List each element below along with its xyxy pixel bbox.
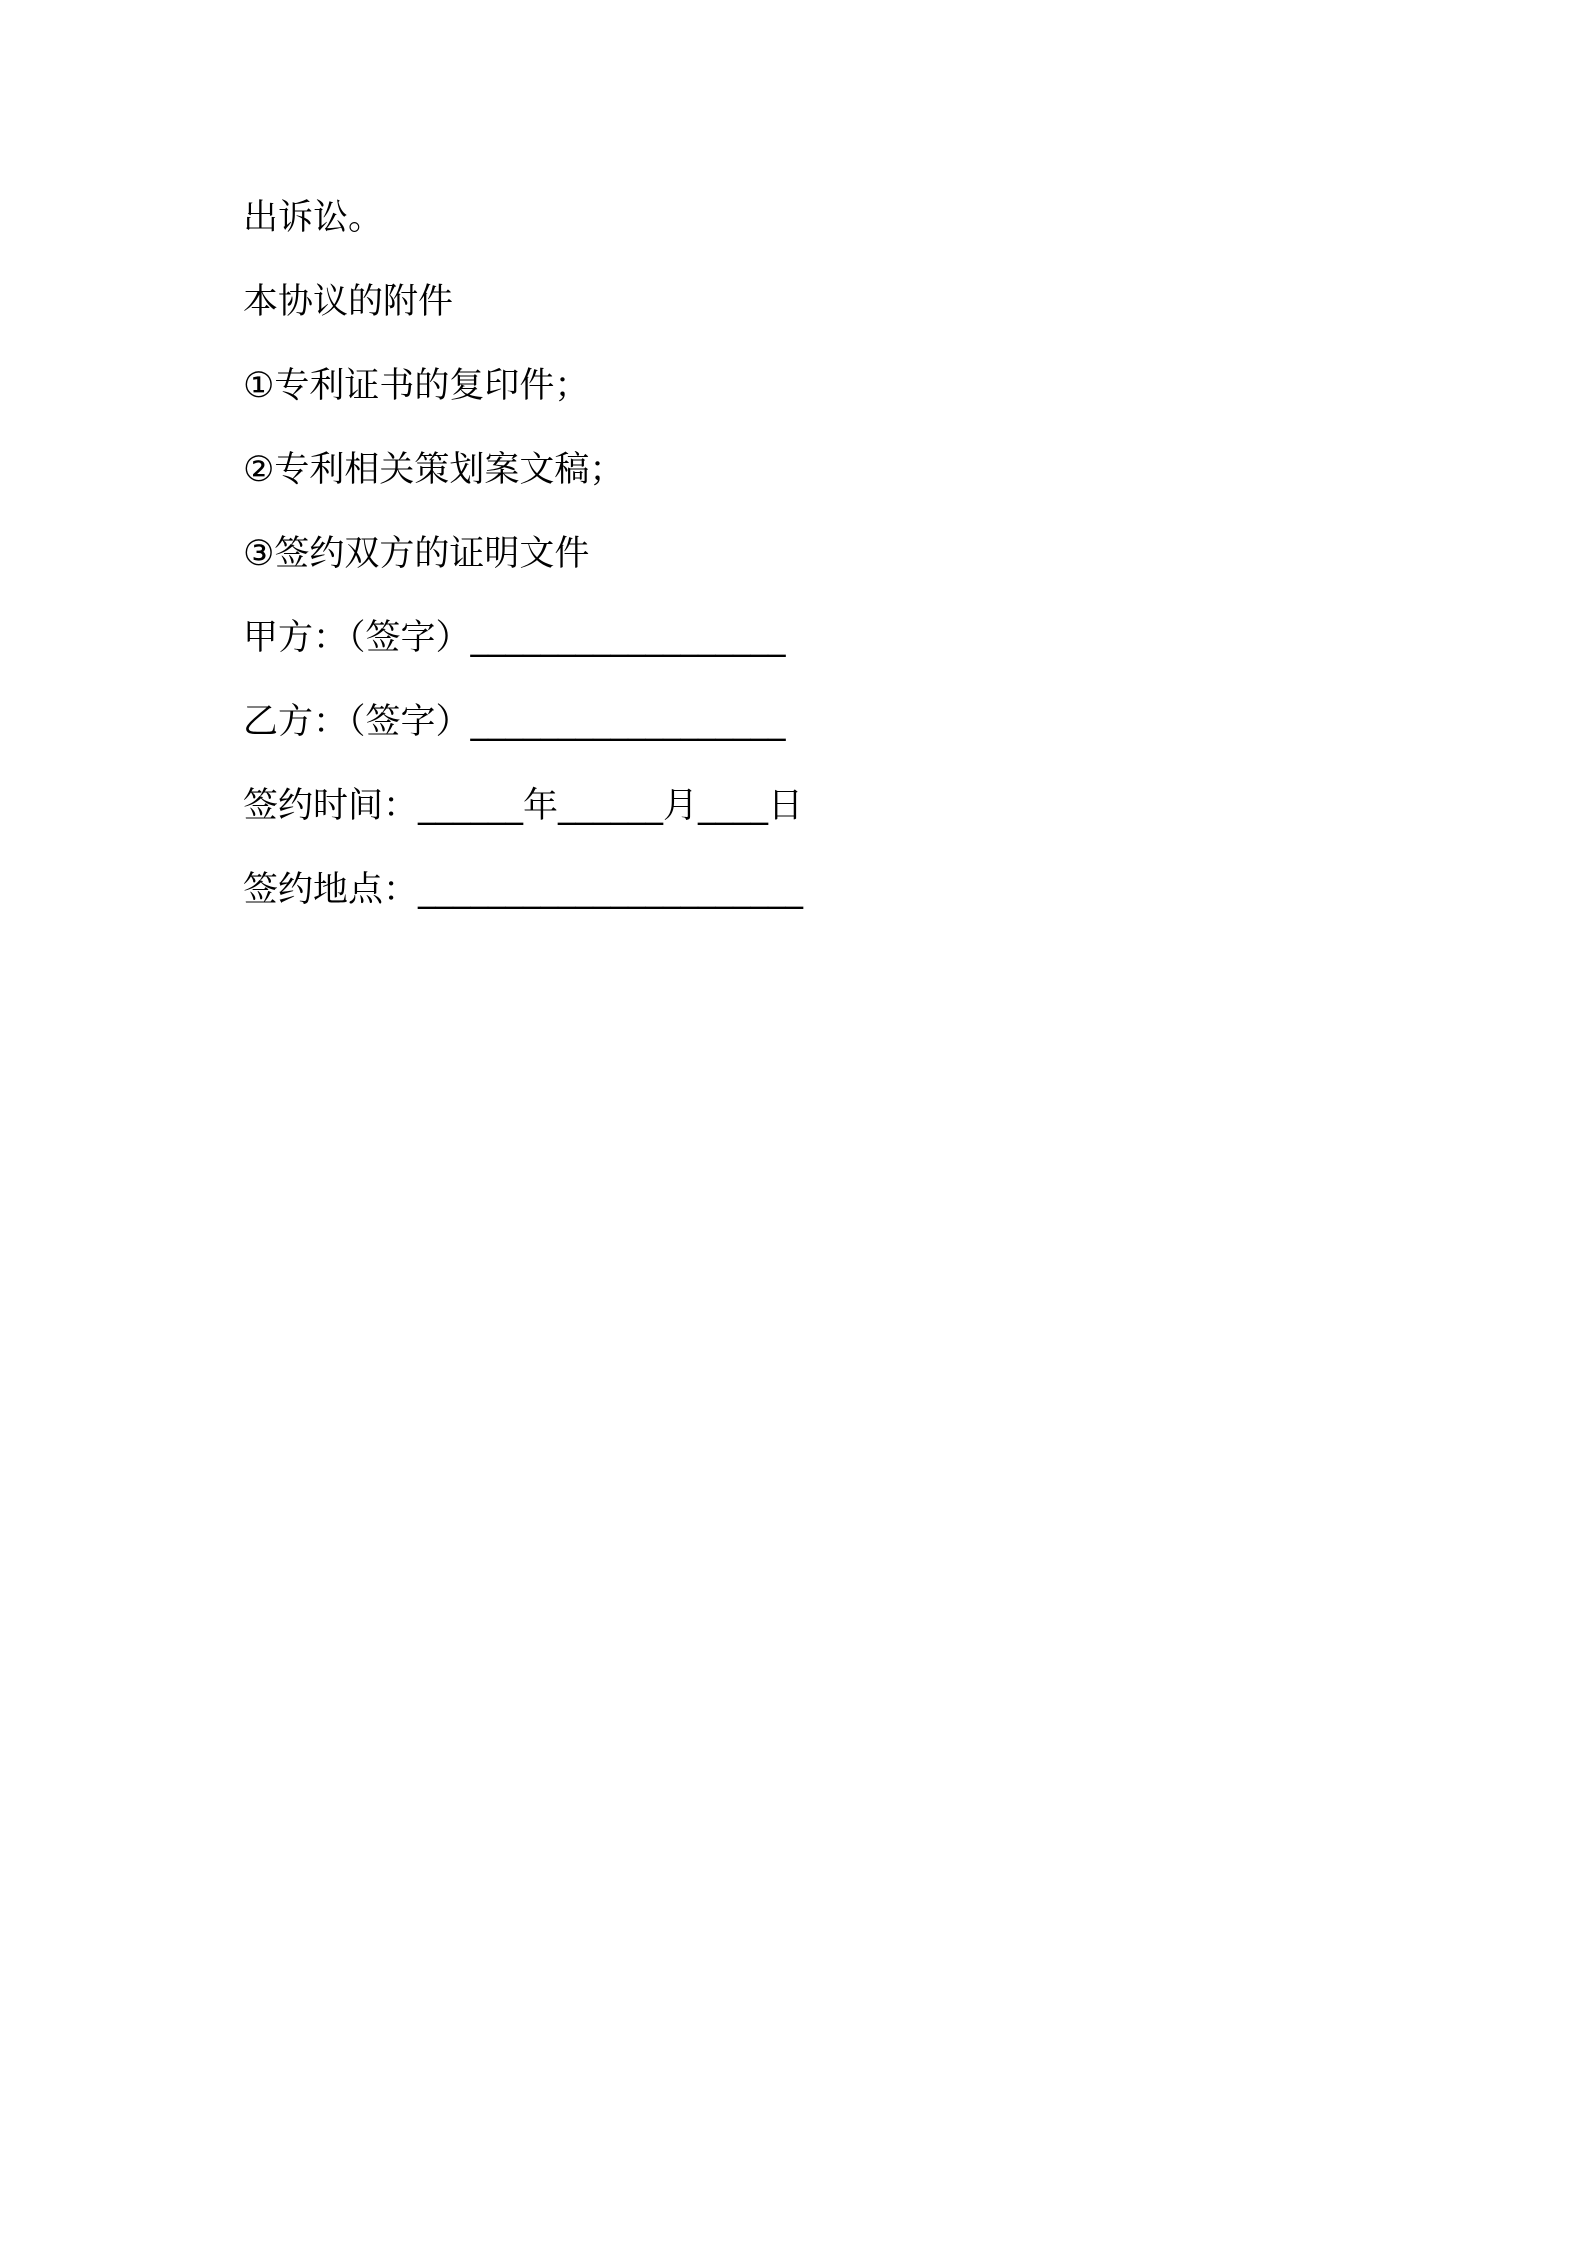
attachment-item-2: ②专利相关策划案文稿； [243, 450, 625, 490]
document-body [243, 197, 1343, 953]
attachment-item-3: ③签约双方的证明文件 [243, 534, 590, 574]
party-b-signature-line: 乙方：（签字）__________________ [243, 702, 786, 742]
attachments-heading: 本协议的附件 [243, 282, 454, 322]
signing-date-line: 签约时间：______年______月____日 [243, 786, 804, 826]
litigation-text-line: 出诉讼。 [243, 198, 384, 238]
signing-place-line: 签约地点：______________________ [243, 870, 804, 910]
attachment-item-1: ①专利证书的复印件； [243, 366, 590, 406]
party-a-signature-line: 甲方：（签字）__________________ [243, 618, 786, 658]
